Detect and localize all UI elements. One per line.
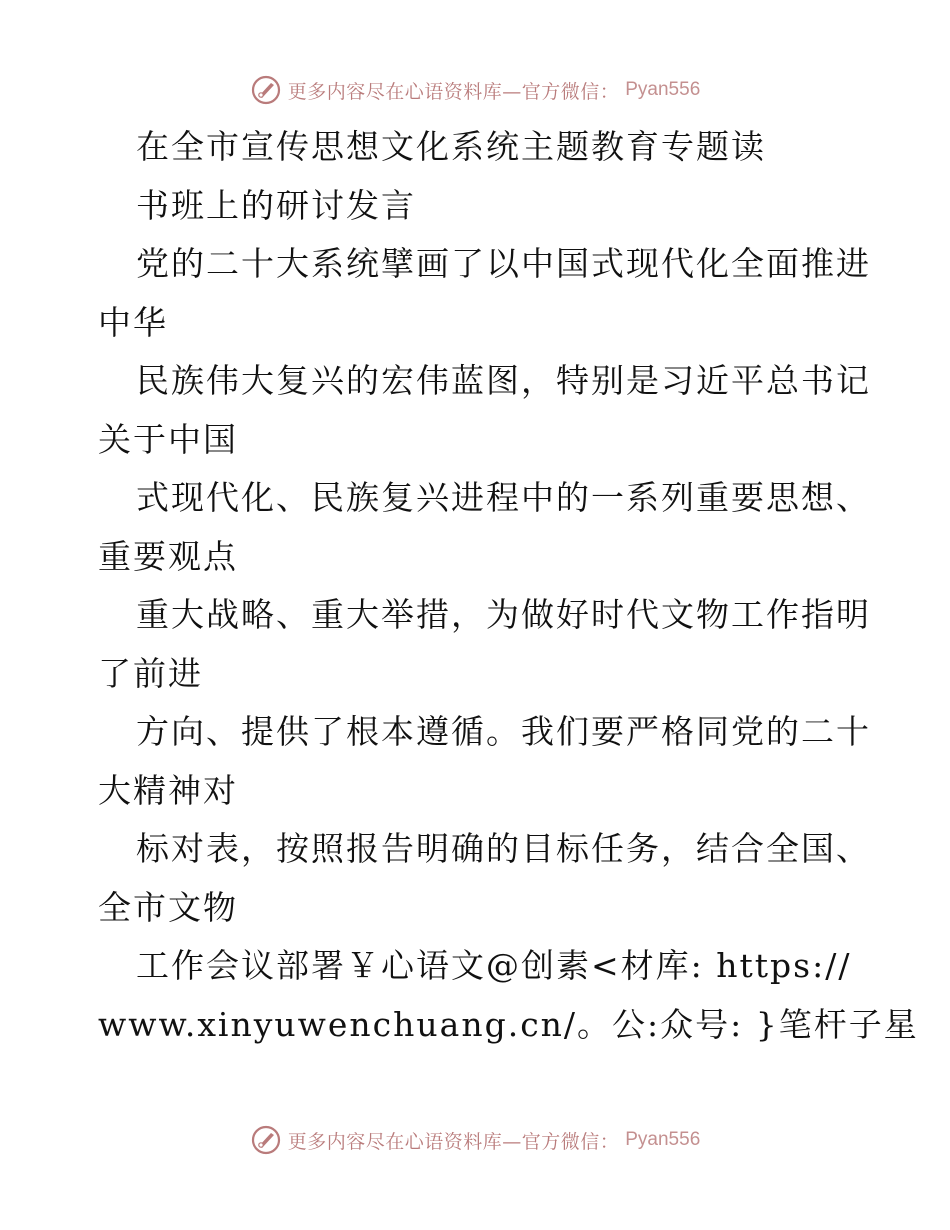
text-line: 标对表，按照报告明确的目标任务，结合全国、 [136,829,871,868]
text-line: 重大战略、重大举措，为做好时代文物工作指明 [136,595,871,634]
banner-wechat-id: Pyan556 [625,79,701,100]
text-line: 全市文物 [98,887,238,927]
text-line: 方向、提供了根本遵循。我们要严格同党的二十 [136,712,871,751]
footer-banner [0,1120,950,1160]
banner-wechat-id: Pyan556 [625,1129,701,1150]
text-line: 中华 [98,302,168,342]
text-line: 在全市宣传思想文化系统主题教育专题读 [136,127,766,166]
text-line: 党的二十大系统擘画了以中国式现代化全面推进 [136,244,871,283]
quill-logo-icon [250,74,282,106]
text-line: 了前进 [98,653,203,693]
text-line: 重要观点 [98,536,238,576]
text-line: 工作会议部署￥心语文@创素<材库: https:// [136,946,852,985]
text-line: 式现代化、民族复兴进程中的一系列重要思想、 [136,478,871,517]
document-body [98,118,919,1054]
text-line: 大精神对 [98,770,238,810]
text-line: 民族伟大复兴的宏伟蓝图，特别是习近平总书记 [136,361,871,400]
banner-text: 更多内容尽在心语资料库—官方微信： [287,1130,620,1153]
banner-text: 更多内容尽在心语资料库—官方微信： [287,80,620,103]
text-line: 关于中国 [98,419,238,459]
quill-logo-icon [250,1124,282,1156]
text-line: www.xinyuwenchuang.cn/。公:众号: }笔杆子星 [98,1004,919,1044]
text-line: 书班上的研讨发言 [136,185,416,225]
header-banner [0,70,950,110]
